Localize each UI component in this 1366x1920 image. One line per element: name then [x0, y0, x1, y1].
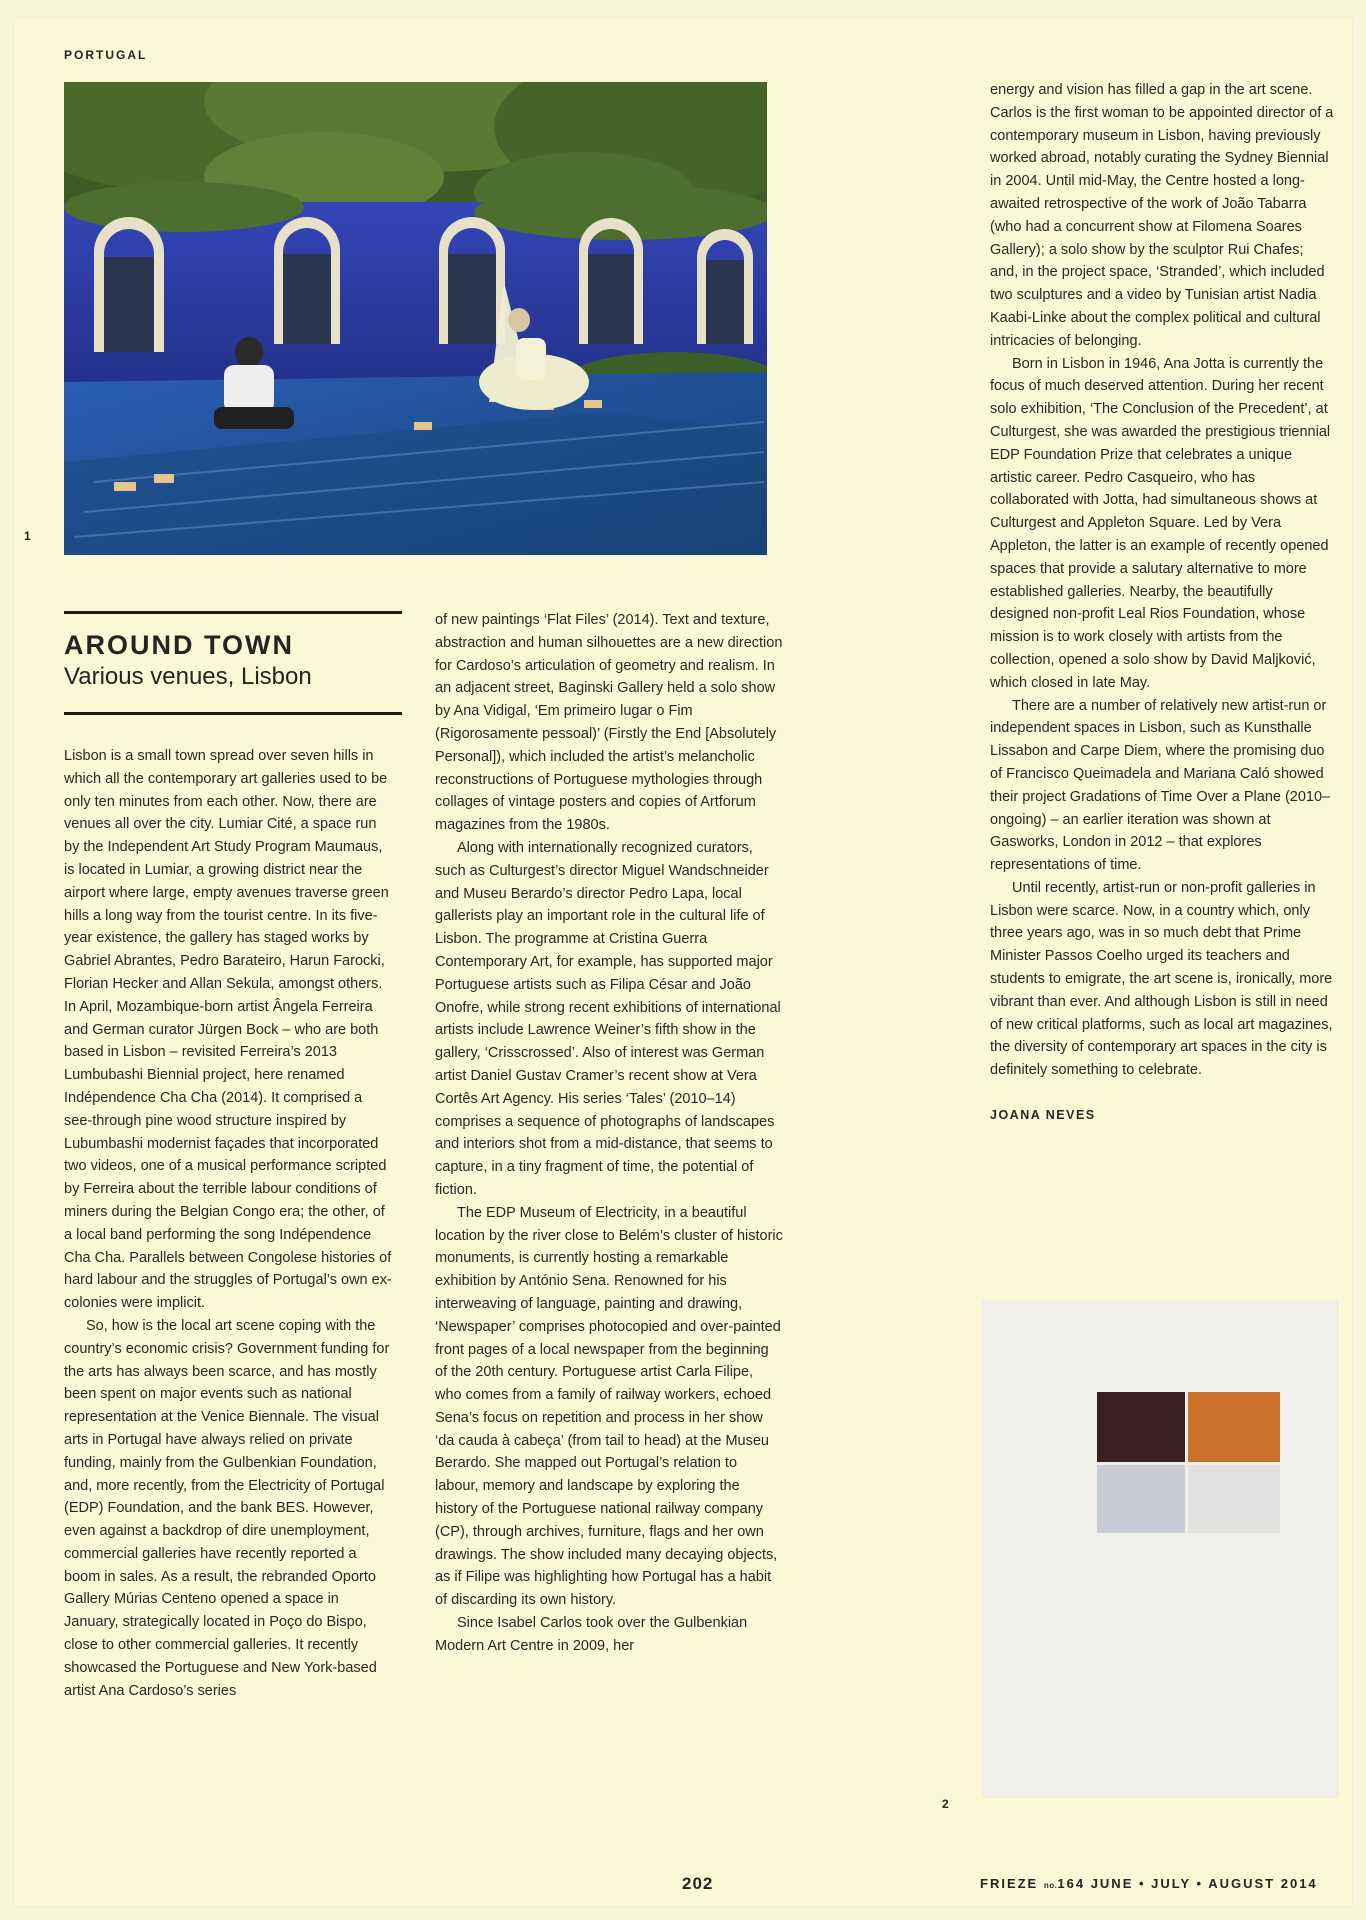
journal-name: FRIEZE: [980, 1876, 1039, 1891]
paragraph: Since Isabel Carlos took over the Gulbenkian Modern Art Centre in 2009, her: [435, 1615, 748, 1654]
issue-number: 164: [1057, 1876, 1086, 1891]
issue-prefix: no.: [1043, 1881, 1058, 1890]
square-orange: [1188, 1392, 1280, 1462]
square-pale: [1188, 1465, 1280, 1533]
journal-footer: [980, 1876, 1318, 1891]
paragraph: energy and vision has filled a gap in the art scene. Carlos is the first woman to be appointed director of a contemporary museum in Lisbon, having previously worked abroad, notably curating the Sydney Biennial in 2004. Until mid-May, the Centre hosted a long-awaited retrospective of the work of João Tabarra (who had a concurrent show at Filomena Soares Gallery); a solo show by the sculptor Rui Chafes; and, in the project space, ‘Stranded’, which included two sculptures and a video by Tunisian artist Nadia Kaabi-Linke about the complex political and cultural intricacies of belonging.: [990, 82, 1334, 349]
photo-garden-pool: [64, 82, 767, 555]
section-label: PORTUGAL: [64, 48, 148, 62]
paragraph: So, how is the local art scene coping with the country’s economic crisis? Government funding for the arts has always been scarce, and has mostly been spent on major events such as national representation at the Venice Biennale. The visual arts in Portugal have always relied on private funding, mainly from the Gulbenkian Foundation, and, more recently, from the Electricity of Portugal (EDP) Foundation, and the bank BES. However, even against a backdrop of dire unemployment, commercial galleries have recently reported a boom in sales. As a result, the rebranded Oporto Gallery Múrias Centeno opened a space in January, strategically located in Poço do Bispo, close to other commercial galleries. It recently showcased the Portuguese and New York-based artist Ana Cardoso’s series: [64, 1317, 390, 1699]
article-title: AROUND TOWN: [64, 630, 294, 660]
square-dark: [1097, 1392, 1185, 1462]
text-column-3: [990, 79, 1335, 1127]
page-number: 202: [682, 1874, 714, 1893]
paragraph: The EDP Museum of Electricity, in a beautiful location by the river close to Belém’s cluster of historic monuments, is currently hosting a remarkable exhibition by António Sena. Renowned for his interweaving of language, painting and drawing, ‘Newspaper’ comprises photocopied and over-painted front pages of a local newspaper from the beginning of the 20th century. Portuguese artist Carla Filipe, who comes from a family of railway workers, echoed Sena’s focus on repetition and process in her show ‘da cauda à cabeça’ (from tail to head) at the Museu Berardo. She mapped out Portugal’s relation to labour, memory and landscape by exploring the history of the Portuguese national railway company (CP), through archives, furniture, flags and her own drawings. The show included many decaying objects, as if Filipe was highlighting how Portugal has a habit of discarding its own history.: [435, 1204, 783, 1609]
paragraph: Born in Lisbon in 1946, Ana Jotta is currently the focus of much deserved attention. During her recent solo exhibition, ‘The Conclusion of the Precedent’, at Culturgest, she was awarded the prestigious triennial EDP Foundation Prize that celebrates a unique artistic career. Pedro Casqueiro, who has collaborated with Jotta, had simultaneous shows at Culturgest and Appleton Square. Led by Vera Appleton, the latter is an example of recently opened spaces that provide a salutary alternative to more established galleries. Nearby, the beautifully designed non-profit Leal Rios Foundation, whose mission is to work closely with artists from the collection, opened a solo show by David Maljković, which closed in late May.: [990, 355, 1331, 691]
photo-garden-pool-graphic: [64, 82, 767, 555]
paragraph: Until recently, artist-run or non-profit galleries in Lisbon were scarce. Now, in a country which, only three years ago, was in so much debt that Prime Minister Passos Coelho urged its teachers and students to emigrate, the art scene is, ironically, more vibrant than ever. And although Lisbon is still in need of new critical platforms, such as local art magazines, the diversity of contemporary art spaces in the city is definitely something to celebrate.: [990, 879, 1333, 1079]
magazine-page: [14, 18, 1352, 1906]
paragraph: of new paintings ‘Flat Files’ (2014). Text and texture, abstraction and human silhouettes are a new direction for Cardoso’s articulation of geometry and realism. In an adjacent street, Baginski Gallery held a solo show by Ana Vidigal, ‘Em primeiro lugar o Fim (Rigorosamente pessoal)’ (Firstly the End [Absolutely Personal]), which included the artist’s melancholic reconstructions of Portuguese mythologies through collages of vintage posters and copies of Artforum magazines from the 1980s.: [435, 612, 783, 834]
issue-date: JUNE • JULY • AUGUST 2014: [1090, 1876, 1318, 1891]
text-column-1: [64, 745, 394, 1702]
paragraph: There are a number of relatively new artist-run or independent spaces in Lisbon, such as Kunsthalle Lissabon and Carpe Diem, where the promising duo of Francisco Queimadela and Mariana Caló showed their project Gradations of Time Over a Plane (2010–ongoing) – an earlier iteration was shown at Gasworks, London in 2012 – that explores representations of time.: [990, 697, 1331, 874]
paragraph: Lisbon is a small town spread over seven hills in which all the contemporary art galleries used to be only ten minutes from each other. Now, there are venues all over the city. Lumiar Cité, a space run by the Independent Art Study Program Maumaus, is located in Lumiar, a growing district near the airport where large, empty avenues traverse green hills a long way from the tourist centre. In its five-year existence, the gallery has staged works by Gabriel Abrantes, Pedro Barateiro, Harun Farocki, Florian Hecker and Allan Sekula, amongst others. In April, Mozambique-born artist Ângela Ferreira and German curator Jürgen Bock – who are both based in Lisbon – revisited Ferreira’s 2013 Lumbubashi Biennial project, here renamed Indépendence Cha Cha (2014). It comprised a see-through pine wood structure inspired by Lubumbashi modernist façades that incorporated two videos, one of a musical performance scripted by Ferreira about the terrible labour conditions of miners during the Belgian Congo era; the other, of a local band performing the song Indépendence Cha Cha. Parallels between Congolese histories of hard labour and the struggles of Portugal’s own ex-colonies were implicit.: [64, 748, 392, 1312]
headline-block: [64, 611, 402, 715]
paragraph: Along with internationally recognized curators, such as Culturgest’s director Miguel Wandschneider and Museu Berardo’s director Pedro Lapa, local gallerists play an important role in the cultural life of Lisbon. The programme at Cristina Guerra Contemporary Art, for example, has supported major Portuguese artists such as Filipa César and João Onofre, while strong recent exhibitions of international artists include Lawrence Weiner’s fifth show in the gallery, ‘Crisscrossed’. Also of interest was German artist Daniel Gustav Cramer’s recent show at Vera Cortês Art Agency. His series ‘Tales’ (2010–14) comprises a sequence of photographs of landscapes and interiors shot from a mid-distance, that seems to capture, in a tiny fragment of time, the potential of fiction.: [435, 839, 781, 1198]
author-byline: JOANA NEVES: [990, 1108, 1096, 1123]
photo-paper-squares: [982, 1300, 1337, 1796]
square-grey: [1097, 1465, 1185, 1533]
article-subtitle: Various venues, Lisbon: [64, 663, 312, 690]
figure-number-1: 1: [24, 529, 31, 543]
text-column-2: [435, 609, 783, 1658]
figure-number-2: 2: [942, 1797, 949, 1811]
